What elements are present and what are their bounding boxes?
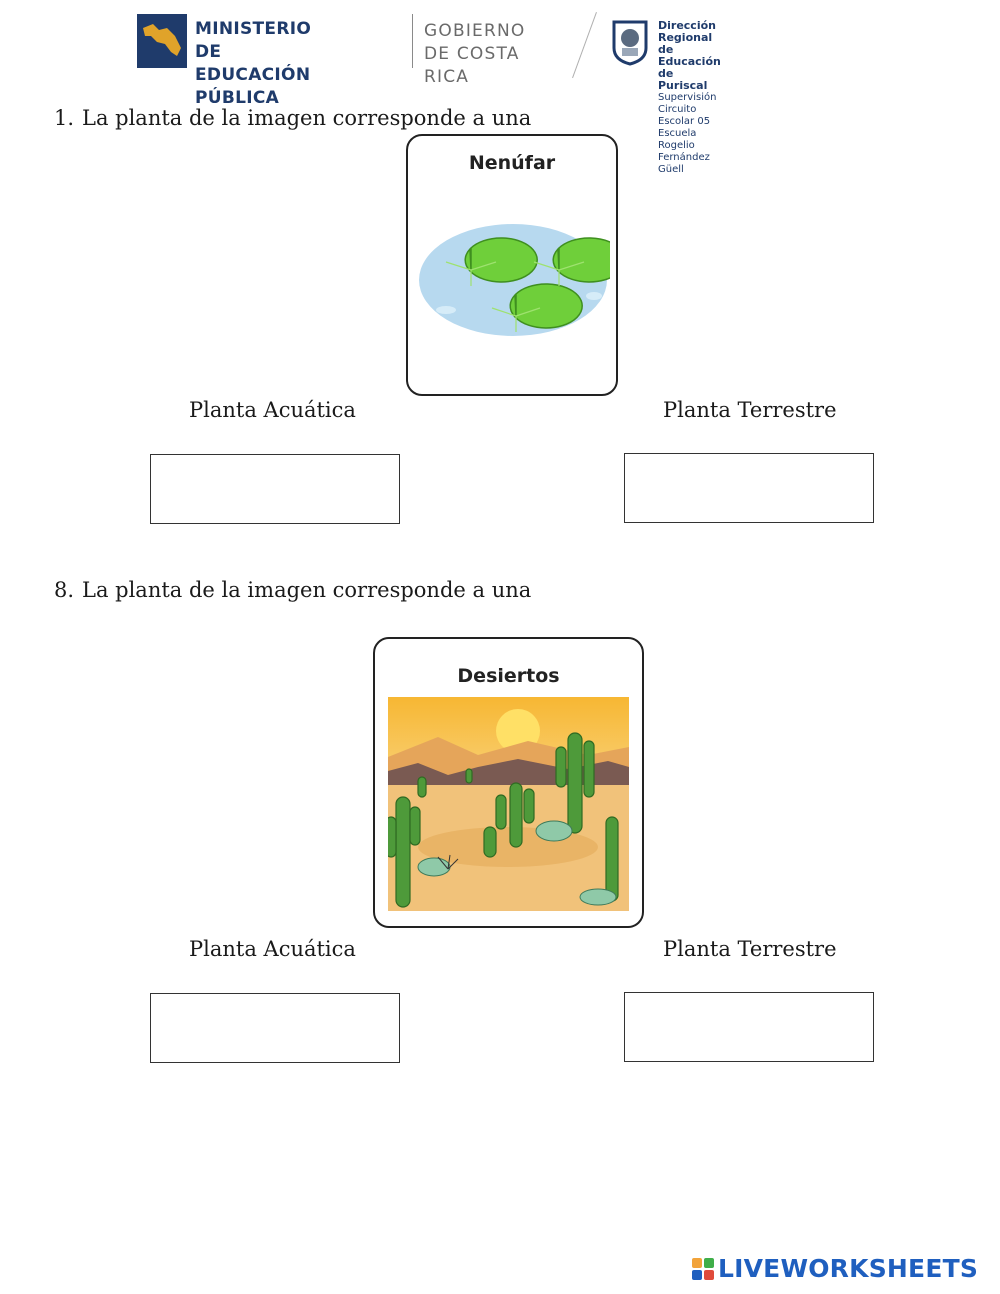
costa-rica-map-logo — [137, 14, 187, 68]
dre-line-2: Supervisión Circuito Escolar 05 — [658, 92, 717, 127]
question-text: La planta de la imagen corresponde a una — [82, 106, 532, 130]
government-line-2: DE COSTA RICA — [424, 44, 520, 87]
ministry-line-2: EDUCACIÓN PÚBLICA — [195, 65, 311, 108]
question-text: La planta de la imagen corresponde a una — [82, 578, 532, 602]
card-title: Desiertos — [457, 665, 560, 687]
option-terrestre-label: Planta Terrestre — [663, 937, 837, 961]
question-number: 1. — [54, 106, 75, 130]
ministry-line-1: MINISTERIO DE — [195, 19, 312, 62]
desiertos-card — [373, 637, 644, 928]
regional-direction-info — [658, 20, 721, 176]
option-acuatica-label: Planta Acuática — [189, 937, 356, 961]
question-1-prompt — [54, 106, 531, 130]
government-name — [424, 20, 525, 89]
question-number: 8. — [54, 578, 75, 602]
answer-box-acuatica[interactable] — [150, 993, 400, 1063]
dre-line-1: Dirección Regional de Educación de Puriscal — [658, 19, 721, 92]
header-slash-divider — [572, 12, 597, 78]
liveworksheets-logo-icon — [692, 1258, 714, 1280]
card-title: Nenúfar — [468, 152, 556, 174]
answer-box-terrestre[interactable] — [624, 453, 874, 523]
header-divider — [412, 14, 413, 68]
ministry-name — [195, 18, 311, 110]
question-8-prompt — [54, 578, 531, 602]
government-line-1: GOBIERNO — [424, 21, 526, 41]
liveworksheets-brand: LIVEWORKSHEETS — [718, 1254, 979, 1283]
answer-box-acuatica[interactable] — [150, 454, 400, 524]
water-lily-illustration — [416, 220, 610, 338]
option-terrestre-label: Planta Terrestre — [663, 398, 837, 422]
nenufar-card — [406, 134, 618, 396]
option-acuatica-label: Planta Acuática — [189, 398, 356, 422]
dre-line-3: Escuela Rogelio Fernández Güell — [658, 128, 710, 175]
answer-box-terrestre[interactable] — [624, 992, 874, 1062]
desert-cactus-illustration — [388, 697, 629, 911]
school-shield-icon — [612, 18, 648, 66]
